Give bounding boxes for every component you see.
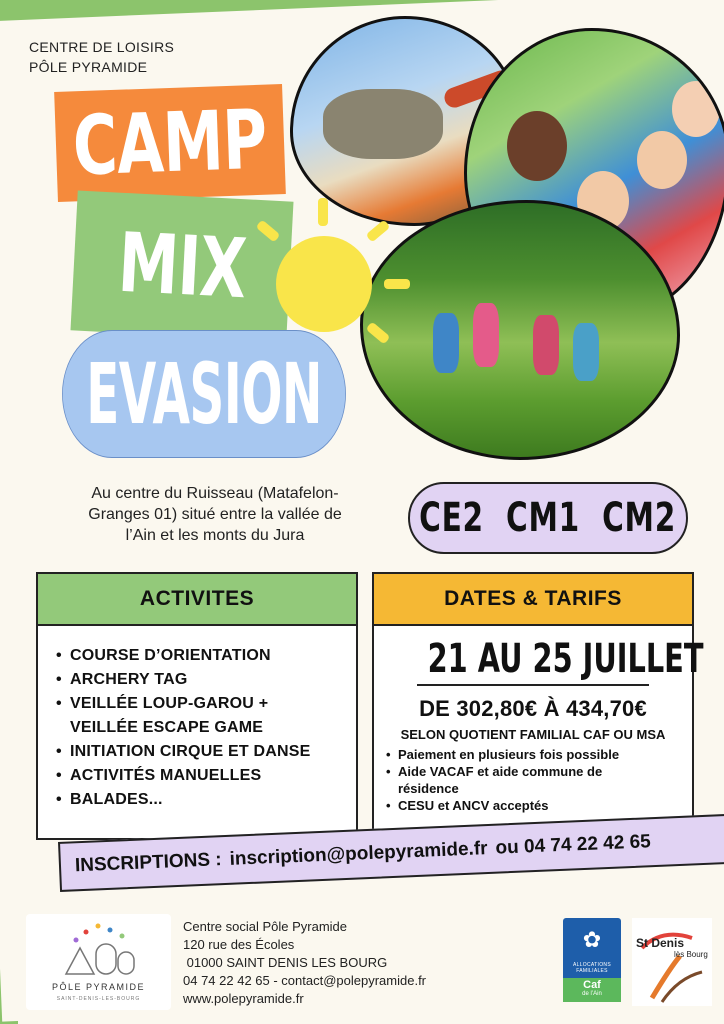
address-line: 120 rue des Écoles: [183, 937, 295, 952]
title-word-mix: MIX: [115, 215, 249, 317]
st-denis-name: St Denis: [636, 936, 685, 950]
dates-heading: DATES & TARIFS: [374, 574, 692, 626]
title-word-evasion: EVASION: [86, 345, 322, 443]
location-description: [40, 483, 390, 546]
payment-info-item: • CESU et ANCV acceptés: [386, 797, 692, 814]
caf-label-2: FAMILIALES: [576, 968, 608, 974]
hiker-1: [433, 313, 459, 373]
organization-header: [29, 37, 174, 77]
activities-list: [38, 626, 356, 812]
school-levels-text: CE2 CM1 CM2: [419, 495, 677, 541]
inscriptions-email[interactable]: inscription@polepyramide.fr: [229, 838, 489, 870]
kid-face-4: [672, 81, 720, 137]
activity-item: • COURSE D’ORIENTATION: [56, 644, 356, 668]
st-denis-logo: [632, 918, 712, 1006]
activities-panel: [36, 572, 358, 840]
pole-pyramide-logo: [26, 914, 171, 1010]
activity-item: • BALADES...: [56, 788, 356, 812]
contact-line: 04 74 22 42 65 - contact@polepyramide.fr: [183, 973, 427, 988]
sun-ray: [384, 279, 410, 289]
payment-info-item: [386, 763, 692, 797]
price-condition: SELON QUOTIENT FAMILIAL CAF OU MSA: [400, 727, 666, 742]
activity-item-continued: VEILLÉE ESCAPE GAME: [70, 719, 264, 736]
title-mix-block: [70, 190, 293, 341]
inscriptions-phone: ou 04 74 22 42 65: [495, 831, 652, 859]
header-line-1: CENTRE DE LOISIRS: [29, 39, 175, 55]
intro-line-1: Au centre du Ruisseau (Matafelon-: [91, 485, 339, 502]
logo-name: PÔLE PYRAMIDE: [51, 982, 146, 992]
intro-line-2: Granges 01) situé entre la vallée de: [88, 506, 342, 523]
camp-dates: [374, 636, 704, 682]
contact-address: [183, 918, 426, 1008]
sun-ray: [318, 198, 328, 226]
caf-logo: [563, 918, 621, 1002]
title-evasion-block: [62, 330, 346, 458]
hiker-2: [473, 303, 499, 367]
archer-arm-shape: [323, 89, 443, 159]
activity-item: • INITIATION CIRQUE ET DANSE: [56, 740, 356, 764]
payment-aid-line2: résidence: [398, 781, 459, 796]
logo-subtitle: SAINT-DENIS-LES-BOURG: [56, 996, 141, 1002]
activities-heading: ACTIVITES: [38, 574, 356, 626]
website-link[interactable]: www.polepyramide.fr: [183, 991, 304, 1006]
hiker-4: [573, 323, 599, 381]
caf-label-1: ALLOCATIONS: [573, 962, 611, 968]
pyramid-characters-icon: [26, 914, 171, 980]
st-denis-subtitle: lès Bourg: [674, 950, 708, 959]
intro-line-3: l’Ain et les monts du Jura: [125, 527, 305, 544]
address-line: 01000 SAINT DENIS LES BOURG: [183, 955, 388, 970]
dates-prices-panel: [372, 572, 704, 840]
price-range: DE 302,80€ À 434,70€: [419, 696, 647, 721]
photo-kids-hiking: [360, 200, 680, 460]
hiker-3: [533, 315, 559, 375]
school-levels-badge: [408, 482, 688, 554]
kid-face-3: [637, 131, 687, 189]
caf-family-icon: ✿: [582, 927, 602, 952]
caf-name: Caf: [583, 979, 601, 991]
title-camp-block: [54, 84, 286, 202]
activity-item: • VEILLÉE LOUP-GAROU +: [56, 692, 356, 716]
caf-name-block: [563, 978, 621, 1002]
sun-disc: [276, 236, 372, 332]
st-denis-swoosh-icon: [632, 918, 712, 1006]
inscriptions-label: INSCRIPTIONS :: [74, 849, 223, 877]
caf-subtitle: de l’Ain: [582, 991, 602, 997]
payment-info-list: [374, 742, 692, 814]
title-word-camp: CAMP: [71, 92, 269, 194]
activity-item: • ARCHERY TAG: [56, 668, 356, 692]
header-line-2: PÔLE PYRAMIDE: [29, 59, 148, 75]
activity-item: • ACTIVITÉS MANUELLES: [56, 764, 356, 788]
kid-face-1: [507, 111, 567, 181]
address-line: Centre social Pôle Pyramide: [183, 919, 348, 934]
payment-info-item: • Paiement en plusieurs fois possible: [386, 746, 692, 763]
divider-line: [417, 684, 649, 686]
camp-dates-text: 21 AU 25 JUILLET: [427, 636, 704, 682]
payment-aid-line1: Aide VACAF et aide commune de: [398, 764, 603, 779]
